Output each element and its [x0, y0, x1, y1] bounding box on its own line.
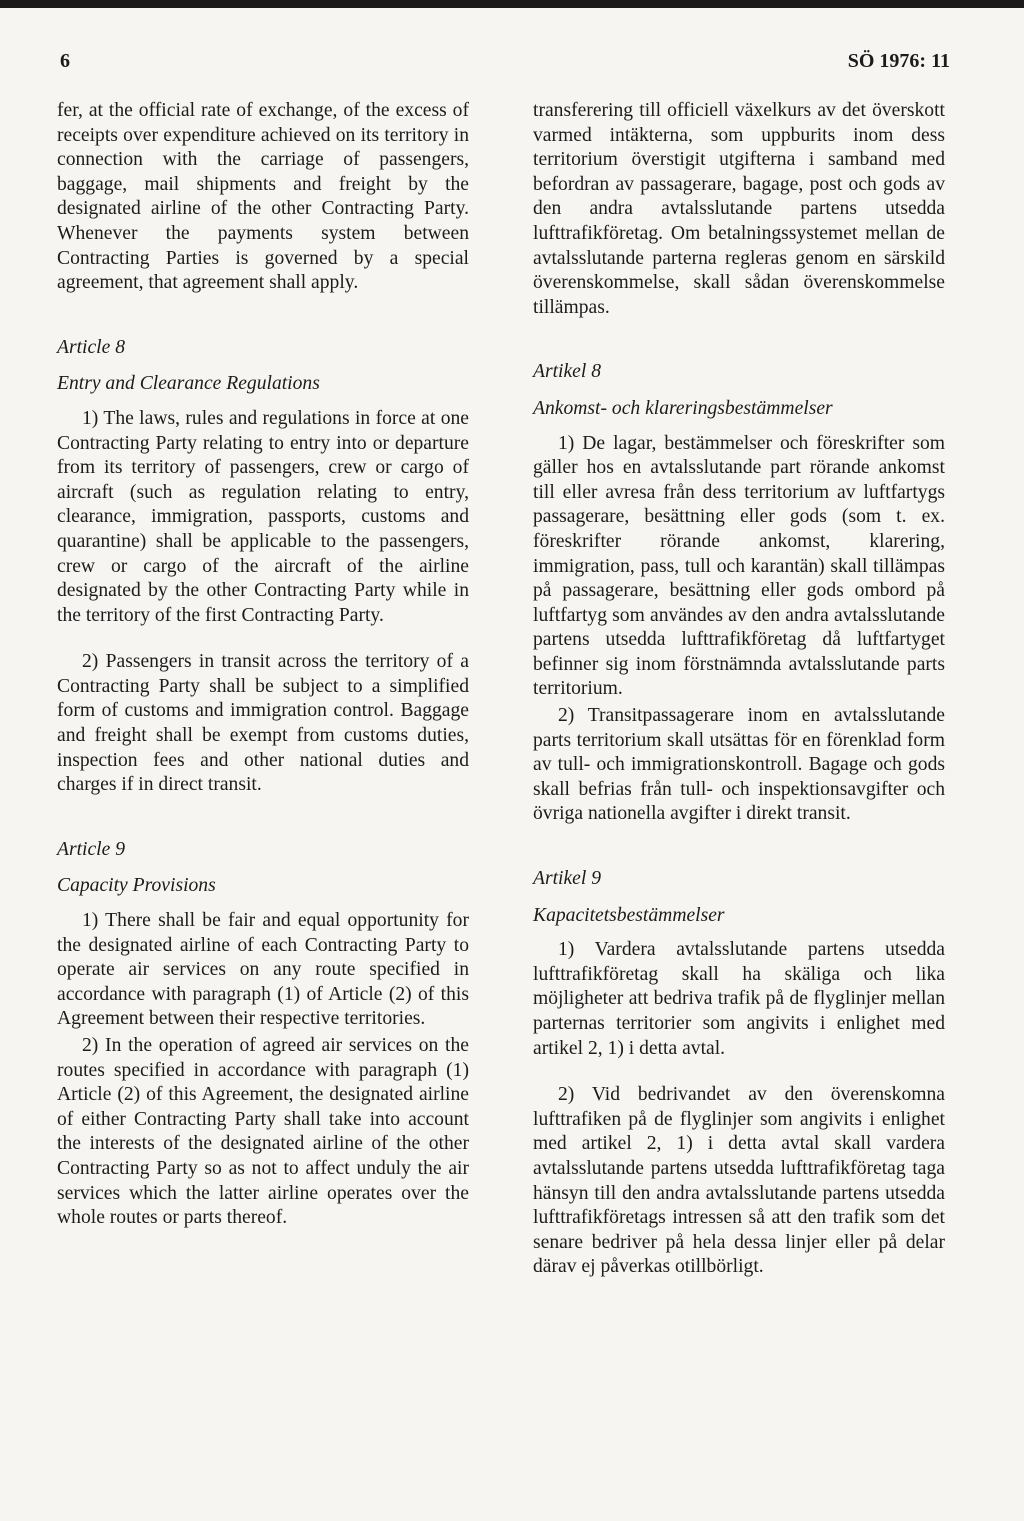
artikel-8-paragraph-2: 2) Transitpassagerare inom en avtalsslutande parts territorium skall utsättas för en förenklad form av tull- och immigrationskontroll. Bagage och gods skall befrias från tull- och inspektionsavgifter och övriga nationella avgifter i direkt transit. — [533, 705, 945, 825]
article-8-paragraph-2: 2) Passengers in transit across the territory of a Contracting Party shall be subject to a simplified form of customs and immigration control. Baggage and freight shall be exempt from customs duties, inspection fees and other national duties and charges if in direct transit. — [57, 651, 469, 796]
artikel-8-paragraph-1: 1) De lagar, bestämmelser och föreskrifter som gäller hos en avtalsslutande part rörande ankomst till eller avresa från dess territorium av luftfartygs passagerare, besättning eller gods (som t. ex. föreskrifter rörande ankomst, klarering, immigration, pass, tull och karantän) skall tillämpas på passagerare, besättning eller gods ombord på luftfartyg som användes av den andra avtalsslutande partens utsedda lufttrafikföretag då luftfartyget befinner sig inom förstnämnda avtalsslutande parts territorium. — [533, 432, 945, 700]
page-number: 6 — [60, 50, 70, 72]
page-header — [60, 50, 950, 73]
article-9-paragraph-2: 2) In the operation of agreed air services on the routes specified in accordance with paragraph (1) Article (2) of this Agreement, the designated airline of either Contracting Party shall take into account the interests of the designated airline of the other Contracting Party so as not to affect unduly the air services which the latter airline operates over the whole routes or parts thereof. — [57, 1035, 469, 1229]
intro-paragraph: fer, at the official rate of exchange, of the excess of receipts over expenditure achieved on its territory in connection with the carriage of passengers, baggage, mail shipments and freight by the designated airline of the other Contracting Party. Whenever the payments system between Contracting Parties is governed by a special agreement, that agreement shall apply. — [57, 100, 469, 294]
intro-paragraph: transferering till officiell växelkurs av det överskott varmed intäkterna, som uppburits inom dess territorium överstigit utgifterna i samband med befordran av passagerare, bagage, post och gods av den andra avtalsslutande partens utsedda lufttrafikföretag. Om betalningssystemet mellan de avtalsslutande parterna regleras genom en särskild överenskommelse, skall sådan överenskommelse tillämpas. — [533, 100, 945, 318]
top-rule — [0, 0, 1024, 8]
english-column — [57, 99, 469, 1231]
artikel-9-heading: Artikel 9 — [533, 868, 602, 890]
article-9-heading: Article 9 — [57, 838, 126, 860]
document-reference: SÖ 1976: 11 — [847, 50, 950, 72]
swedish-column — [533, 99, 945, 1280]
article-8-heading: Article 8 — [57, 336, 126, 358]
artikel-9-paragraph-2: 2) Vid bedrivandet av den överenskomna lufttrafiken på de flyglinjer som angivits i enlighet med artikel 2, 1) i detta avtal skall vardera avtalsslutande partens utsedda lufttrafikföretag taga hänsyn till den andra avtalsslutande partens utsedda lufttrafikföretags intressen så att den trafik som det senare bedriver på hela dessa linjer eller på delar därav ej påverkas otillbörligt. — [533, 1084, 945, 1278]
artikel-8-heading: Artikel 8 — [533, 361, 602, 383]
article-9-subheading: Capacity Provisions — [57, 875, 216, 897]
article-9-paragraph-1: 1) There shall be fair and equal opportunity for the designated airline of each Contracting Party to operate air services on any route specified in accordance with paragraph (1) of Article (2) of this Agreement between their respective territories. — [57, 910, 469, 1030]
artikel-9-subheading: Kapacitetsbestämmelser — [533, 904, 725, 926]
article-8-subheading: Entry and Clearance Regulations — [57, 373, 320, 395]
artikel-8-subheading: Ankomst- och klareringsbestämmelser — [533, 397, 833, 419]
article-8-paragraph-1: 1) The laws, rules and regulations in force at one Contracting Party relating to entry into or departure from its territory of passengers, crew or cargo of aircraft (such as regulation relating to entry, clearance, immigration, passports, customs and quarantine) shall be applicable to the passengers, crew or cargo of the aircraft of the airline designated by the other Contracting Party while in the territory of the first Contracting Party. — [57, 407, 469, 626]
artikel-9-paragraph-1: 1) Vardera avtalsslutande partens utsedda lufttrafikföretag skall ha skäliga och lika möjligheter att bedriva trafik på de flyglinjer mellan parternas territorier som angivits i enlighet med artikel 2, 1) i detta avtal. — [533, 939, 945, 1059]
